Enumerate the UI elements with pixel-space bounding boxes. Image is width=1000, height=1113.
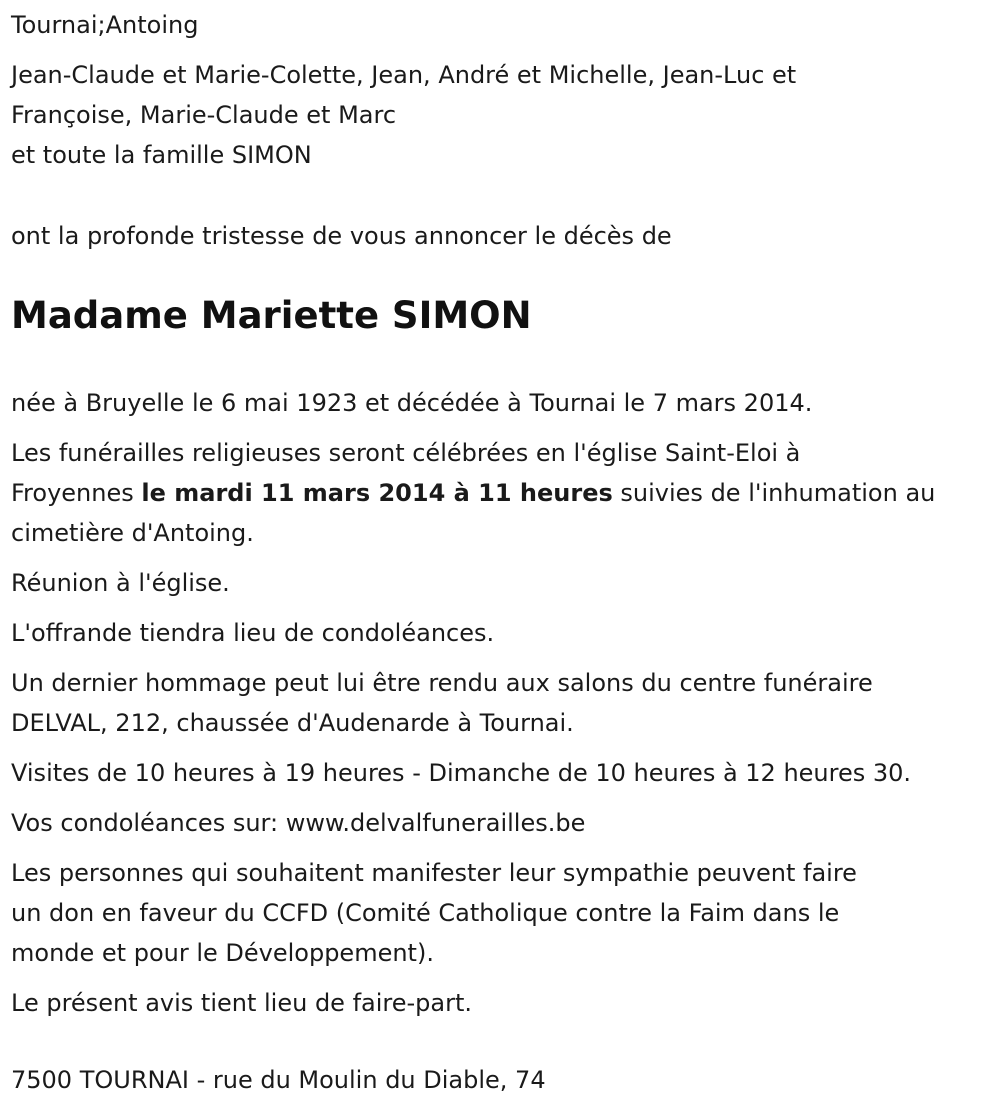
funeral-line: Les funérailles religieuses seront célébrées en l'église Saint-Eloi à	[11, 439, 801, 467]
meeting-info: Réunion à l'église.	[11, 569, 230, 597]
family-line: et toute la famille SIMON	[11, 141, 312, 169]
funeral-details	[11, 433, 935, 553]
offering-info: L'offrande tiendra lieu de condoléances.	[11, 619, 495, 647]
family-address: 7500 TOURNAI - rue du Moulin du Diable, 74	[11, 1066, 546, 1094]
condolences-website: Vos condoléances sur: www.delvalfunerailles.be	[11, 809, 586, 837]
donation-info	[11, 853, 935, 973]
family-line: Françoise, Marie-Claude et Marc	[11, 101, 397, 129]
locality: Tournai;Antoing	[11, 11, 199, 39]
donation-line: un don en faveur du CCFD (Comité Catholique contre la Faim dans le	[11, 899, 840, 927]
tribute-line: Un dernier hommage peut lui être rendu aux salons du centre funéraire	[11, 669, 873, 697]
funeral-place: Froyennes	[11, 479, 142, 507]
funeral-line: cimetière d'Antoing.	[11, 519, 254, 547]
family-line: Jean-Claude et Marie-Colette, Jean, André et Michelle, Jean-Luc et	[11, 61, 797, 89]
visiting-hours: Visites de 10 heures à 19 heures - Dimanche de 10 heures à 12 heures 30.	[11, 759, 912, 787]
donation-line: monde et pour le Développement).	[11, 939, 434, 967]
funeral-date-time: le mardi 11 mars 2014 à 11 heures	[141, 479, 613, 507]
announcement: ont la profonde tristesse de vous annoncer le décès de	[11, 222, 672, 250]
donation-line: Les personnes qui souhaitent manifester leur sympathie peuvent faire	[11, 859, 857, 887]
funeral-line	[11, 473, 935, 513]
notice-body	[11, 383, 935, 1033]
faire-part-notice: Le présent avis tient lieu de faire-part.	[11, 989, 473, 1017]
family-members	[11, 55, 796, 175]
tribute-line: DELVAL, 212, chaussée d'Audenarde à Tournai.	[11, 709, 574, 737]
funeral-burial: suivies de l'inhumation au	[612, 479, 936, 507]
tribute-info	[11, 663, 935, 743]
birth-death-dates: née à Bruyelle le 6 mai 1923 et décédée à Tournai le 7 mars 2014.	[11, 389, 813, 417]
deceased-name: Madame Mariette SIMON	[11, 294, 532, 337]
